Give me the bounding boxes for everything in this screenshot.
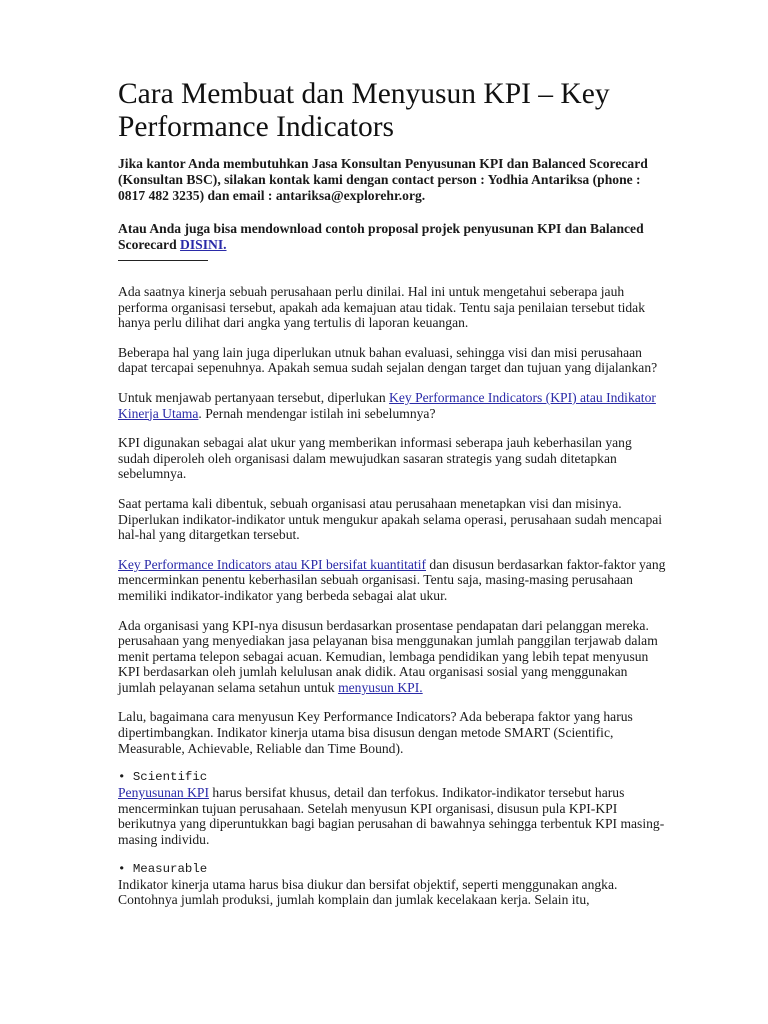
- intro-download: [118, 221, 666, 253]
- measurable-text: Indikator kinerja utama harus bisa diukur dan bersifat objektif, seperti menggunakan angka. Contohnya jumlah produksi, jumlah komplain dan jumlak kecelakaan kerja. Selain itu,: [118, 876, 618, 908]
- scientific-heading: • Scientific: [118, 770, 208, 785]
- kpi-quantitative-link[interactable]: Key Performance Indicators atau KPI bersifat kuantitatif: [118, 556, 427, 572]
- intro-contact: Jika kantor Anda membutuhkan Jasa Konsultan Penyusunan KPI dan Balanced Scorecard (Konsultan BSC), silakan kontak kami dengan contact person : Yodhia Antariksa (phone : 0817 482 3235) dan email : antariksa@explorehr.org.: [118, 156, 648, 204]
- divider-line: [118, 260, 208, 261]
- paragraph-6-text: dan disusun berdasarkan faktor-faktor yang mencerminkan penentu keberhasilan sebuah organisasi. Tentu saja, masing-masing perusahaan memiliki indikator-indikator yang berbeda sebagai alat ukur.: [118, 556, 666, 603]
- scientific-text: harus bersifat khusus, detail dan terfokus. Indikator-indikator tersebut harus mencerminkan tujuan perusahaan. Setelah menyusun KPI organisasi, disusun pula KPI-KPI berikutnya yang diperuntukkan bagi bagian perusahan di bawahnya sehingga terbentuk KPI masing-masing individu.: [118, 785, 665, 848]
- paragraph-3-tail: . Pernah mendengar istilah ini sebelumnya?: [198, 405, 436, 421]
- paragraph-7-text: Ada organisasi yang KPI-nya disusun berdasarkan prosentase pendapatan dari pelanggan mereka. perusahaan yang menyediakan jasa pelayanan bisa menggunakan jumlah panggilan terjawab dalam menit pertama telepon sebagai acuan. Kemudian, lembaga pendidikan yang lebih tepat menyusun KPI berdasarkan oleh jumlah kelulusan anak didik. Atau organisasi sosial yang menggunakan jumlah pelayanan selama setahun untuk: [118, 617, 658, 695]
- paragraph-3-text: Untuk menjawab pertanyaan tersebut, diperlukan: [118, 389, 390, 405]
- paragraph-7: [118, 618, 666, 696]
- smart-measurable: [118, 862, 666, 908]
- paragraph-4: KPI digunakan sebagai alat ukur yang memberikan informasi seberapa jauh keberhasilan yang sudah diperoleh oleh organisasi dalam mewujudkan sasaran strategis yang sudah ditetapkan sebelumnya.: [118, 435, 632, 482]
- article-body: [118, 78, 666, 922]
- paragraph-1: Ada saatnya kinerja sebuah perusahaan perlu dinilai. Hal ini untuk mengetahui seberapa jauh performa organisasi tersebut, apakah ada kemajuan atau tidak. Tentu saja penilaian tersebut tidak hanya perlu dilihat dari angka yang tertulis di laporan keuangan.: [118, 284, 645, 331]
- kpi-definition-link[interactable]: Key Performance Indicators (KPI) atau Indikator Kinerja Utama: [118, 389, 656, 421]
- paragraph-5: Saat pertama kali dibentuk, sebuah organisasi atau perusahaan menetapkan visi dan misinya. Diperlukan indikator-indikator untuk mengukur apakah selama operasi, perusahaan sudah mencapai hal-hal yang ditargetkan tersebut.: [118, 495, 663, 543]
- paragraph-2: Beberapa hal yang lain juga diperlukan utnuk bahan evaluasi, sehingga visi dan misi perusahaan dapat tercapai sepenuhnya. Apakah semua sudah sejalan dengan target dan tujuan yang dijalankan?: [118, 344, 658, 376]
- intro-download-text: Atau Anda juga bisa mendownload contoh proposal projek penyusunan KPI dan Balanced Scorecard: [118, 220, 644, 252]
- menyusun-kpi-link[interactable]: menyusun KPI.: [338, 679, 423, 695]
- paragraph-8: Lalu, bagaimana cara menyusun Key Performance Indicators? Ada beberapa faktor yang harus dipertimbangkan. Indikator kinerja utama bisa disusun dengan metode SMART (Scientific, Measurable, Achievable, Reliable dan Time Bound).: [118, 709, 633, 756]
- smart-scientific: [118, 770, 666, 847]
- paragraph-6: [118, 557, 666, 604]
- page-title: Cara Membuat dan Menyusun KPI – Key Performance Indicators: [118, 78, 610, 143]
- download-link[interactable]: DISINI.: [180, 236, 227, 252]
- paragraph-3: [118, 390, 666, 421]
- penyusunan-kpi-link[interactable]: Penyusunan KPI: [118, 785, 210, 801]
- measurable-heading: • Measurable: [118, 861, 208, 876]
